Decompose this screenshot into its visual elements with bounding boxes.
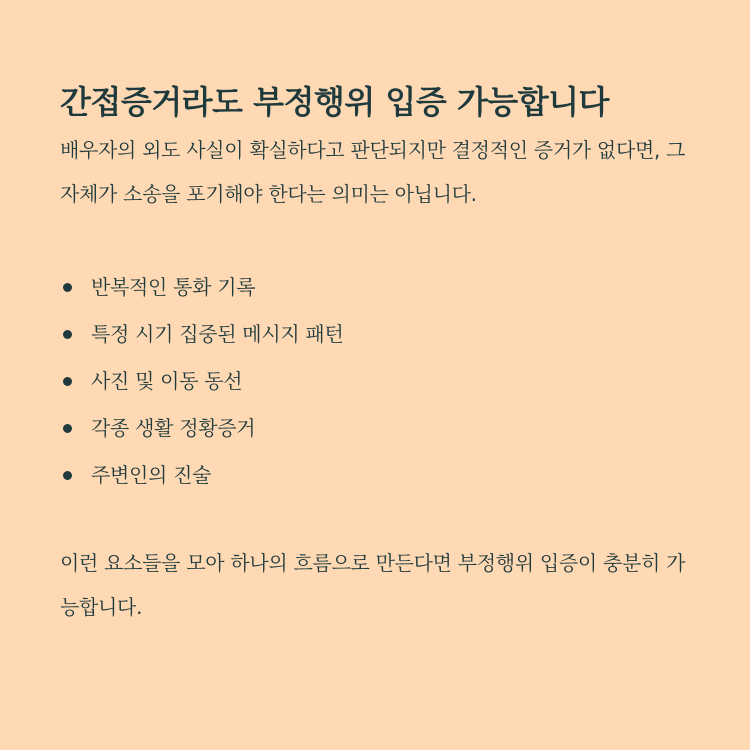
bullet-dot-icon [63,424,72,433]
list-item-label: 각종 생활 정황증거 [91,416,256,440]
bullet-dot-icon [63,377,72,386]
list-item [60,311,700,358]
bullet-dot-icon [63,330,72,339]
list-item [60,452,700,499]
list-item [60,405,700,452]
card-content [60,78,700,629]
bullet-dot-icon [63,283,72,292]
list-item [60,358,700,405]
list-item-label: 반복적인 통화 기록 [91,275,256,299]
bullet-dot-icon [63,471,72,480]
list-item-label: 주변인의 진술 [91,463,212,487]
list-item-label: 사진 및 이동 동선 [91,369,243,393]
list-item-label: 특정 시기 집중된 메시지 패턴 [91,322,344,346]
list-item [60,264,700,311]
intro-paragraph: 배우자의 외도 사실이 확실하다고 판단되지만 결정적인 증거가 없다면, 그 자체가 소송을 포기해야 한다는 의미는 아닙니다. [60,138,686,206]
evidence-list [60,264,700,499]
outro-paragraph: 이런 요소들을 모아 하나의 흐름으로 만든다면 부정행위 입증이 충분히 가능합니다. [60,551,686,619]
card-title: 간접증거라도 부정행위 입증 가능합니다 [60,83,609,121]
